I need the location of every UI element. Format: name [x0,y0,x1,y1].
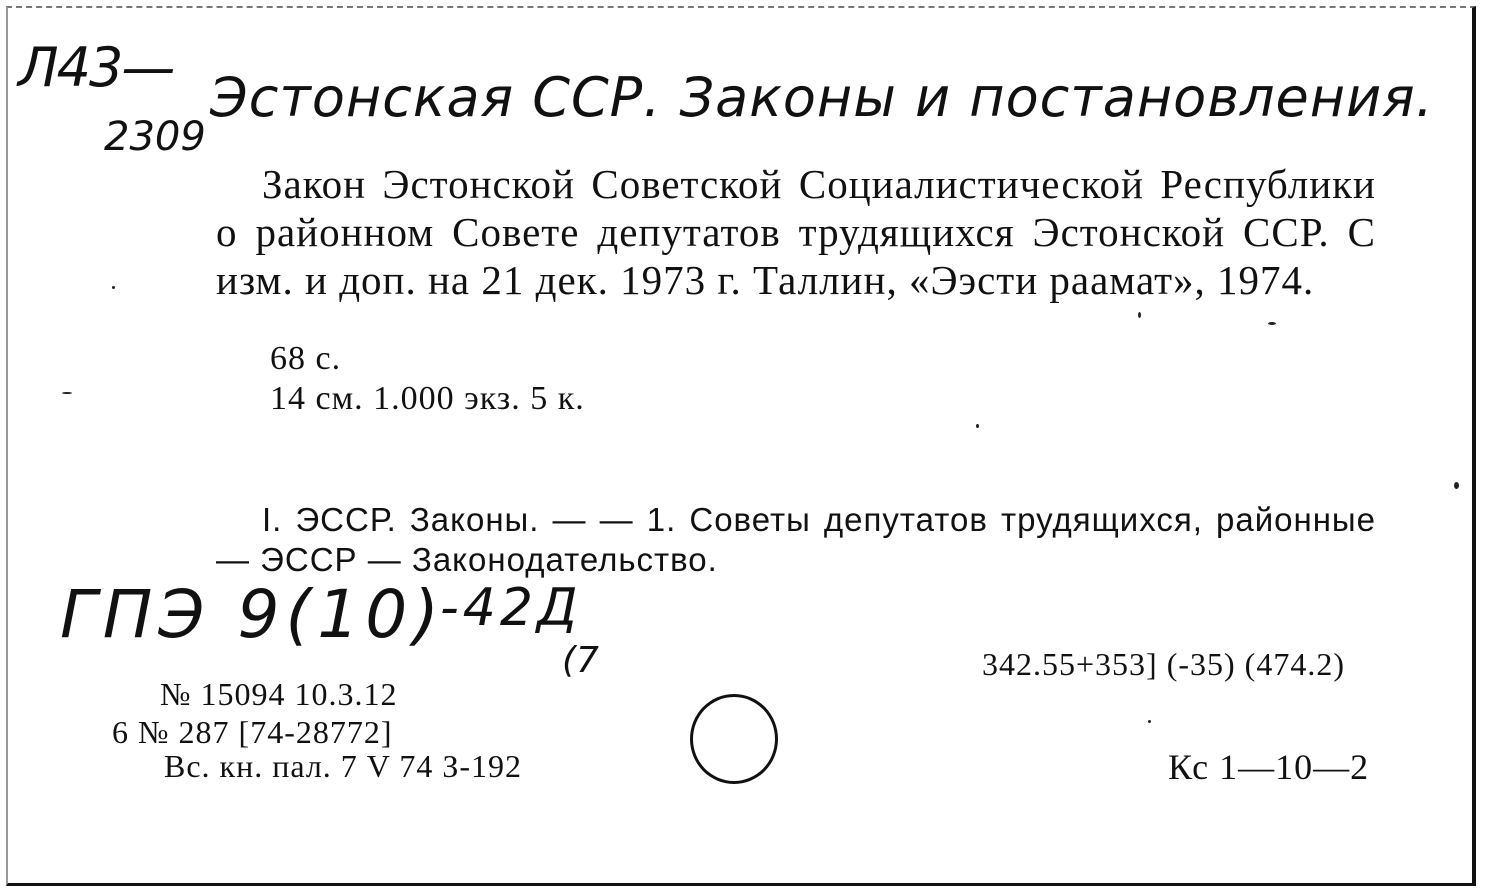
title-text: Закон Эстонской Советской Социалистической Республики о районном Совете депутатов трудящихся Эстонской ССР. С изм. и доп. на 21 дек. 1973 г. Таллин, «Ээсти раамат», 1974. [216,161,1376,303]
circle-stamp [690,694,778,784]
call-number-bottom: 2309 [104,114,206,160]
size-edition-price: 14 см. 1.000 экз. 5 к. [270,380,585,417]
scan-speck [112,286,115,289]
scan-speck [62,392,72,394]
register-number-1: № 15094 10.3.12 [160,676,398,712]
classification-index: 342.55+353] (-35) (474.2) [982,646,1345,682]
call-number-top: Л43— [18,36,174,99]
subject-tracings [216,500,1376,580]
scan-speck [1138,312,1141,318]
scan-speck [1268,322,1276,325]
scan-speck [976,424,979,428]
pages-count: 68 с. [270,340,342,377]
handwritten-heading: Эстонская ССР. Законы и постановления. [210,66,1434,129]
shelf-mark-code: -42Д [440,578,582,638]
shelf-mark: ГПЭ 9(10) [60,576,445,653]
scan-speck [1148,720,1151,723]
price-code: Кс 1—10—2 [1168,747,1370,787]
shelf-mark-sub: (7 [562,640,599,681]
title-paragraph [216,160,1376,304]
tracings-text: I. ЭССР. Законы. — — 1. Советы депутатов трудящихся, районные — ЭССР — Законодательство. [216,501,1376,578]
scan-speck [1454,482,1459,489]
register-number-2: 6 № 287 [74-28772] [112,714,393,750]
book-chamber-record: Вс. кн. пал. 7 V 74 З-192 [164,748,523,784]
